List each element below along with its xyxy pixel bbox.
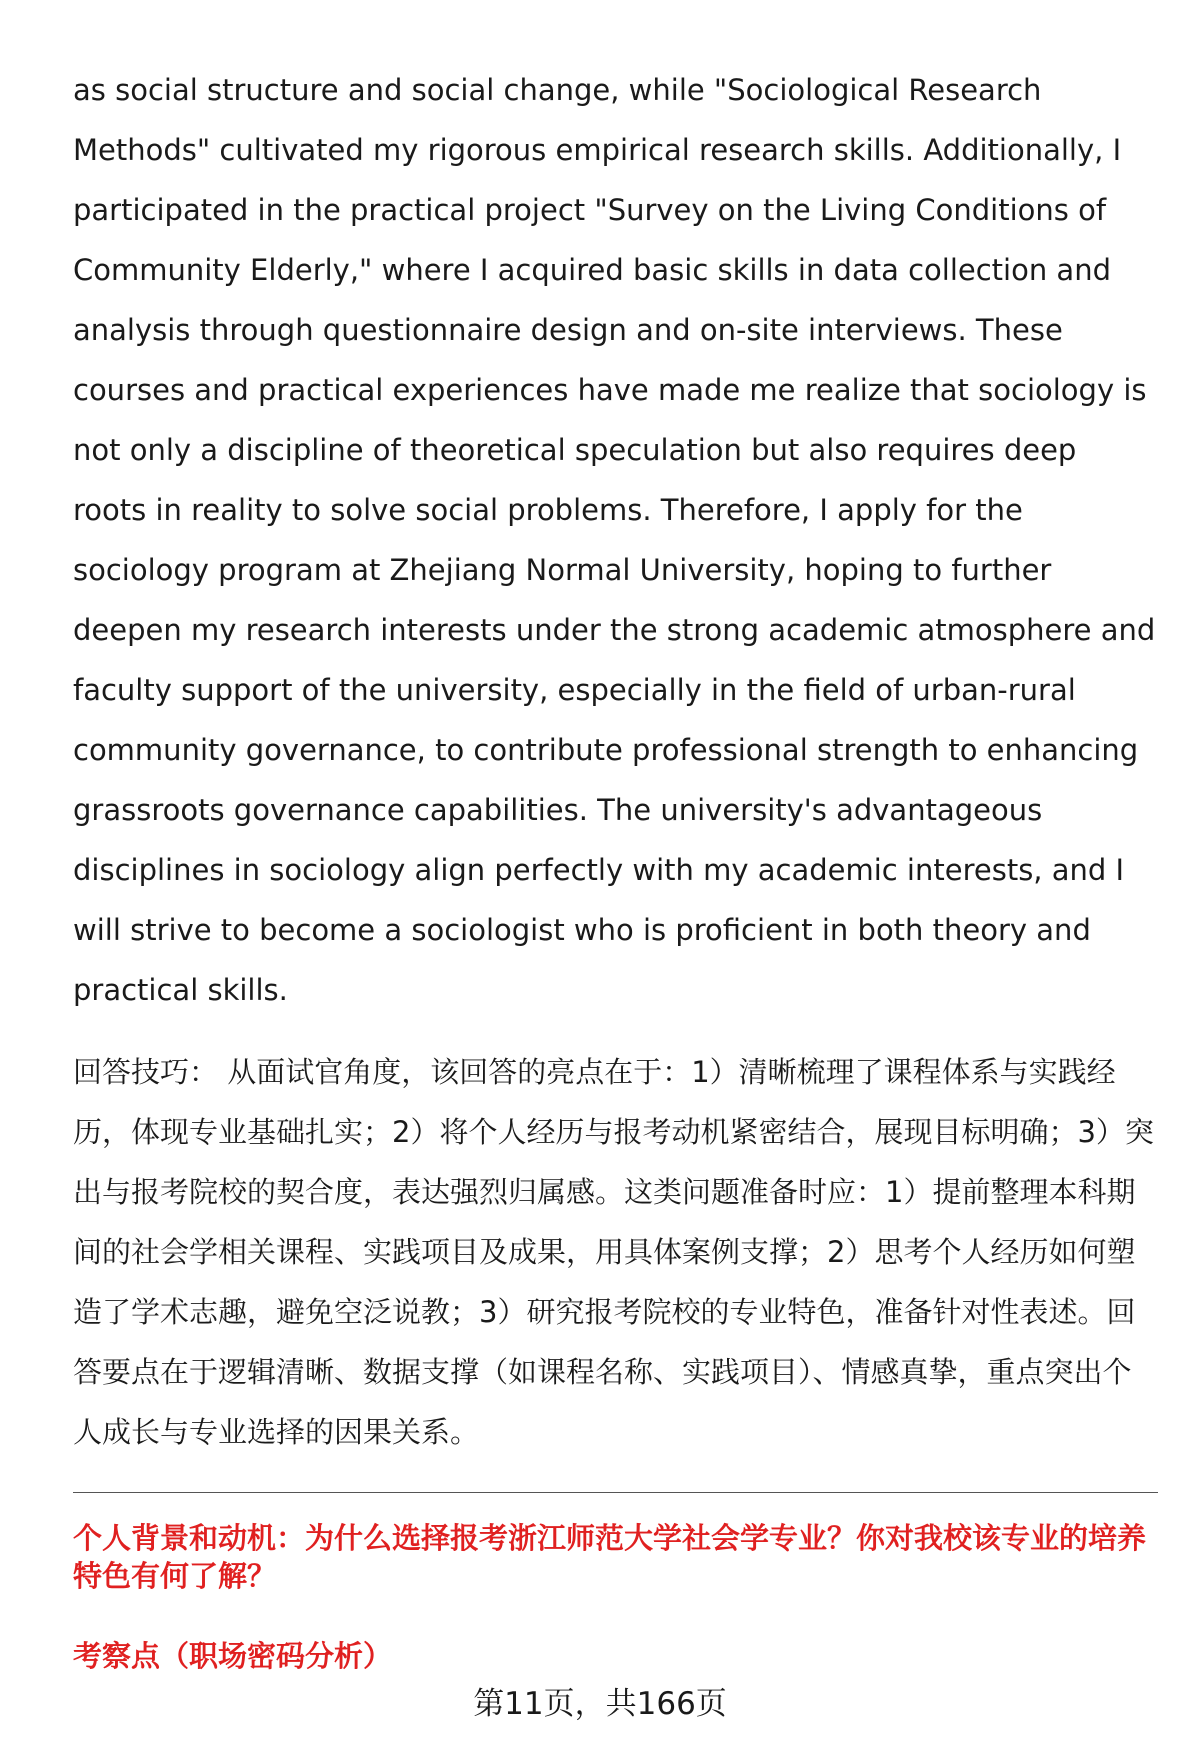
page-number-footer: 第11页，共166页 — [473, 1686, 727, 1722]
exam-point-heading: 考察点（职场密码分析） — [73, 1639, 393, 1673]
document-page — [73, 60, 1158, 1675]
answer-paragraph: as social structure and social change, while "Sociological Research Methods" cultivated my rigorous empirical research skills. Additionally, I participated in the practical project "Survey on the Living Conditions of Community Elderly," where I acquired basic skills in data collection and analysis through questionnaire design and on-site interviews. These courses and practical experiences have made me realize that sociology is not only a discipline of theoretical speculation but also requires deep roots in reality to solve social problems. Therefore, I apply for the sociology program at Zhejiang Normal University, hoping to further deepen my research interests under the strong academic atmosphere and faculty support of the university, especially in the field of urban-rural community governance, to contribute professional strength to enhancing grassroots governance capabilities. The university's advantageous disciplines in sociology align perfectly with my academic interests, and I will strive to become a sociologist who is proficient in both theory and practical skills. — [73, 73, 1156, 1007]
question-heading: 个人背景和动机：为什么选择报考浙江师范大学社会学专业？你对我校该专业的培养特色有何了解？ — [73, 1521, 1147, 1593]
answer-tips-paragraph: 回答技巧： 从面试官角度，该回答的亮点在于：1）清晰梳理了课程体系与实践经历，体现专业基础扎实；2）将个人经历与报考动机紧密结合，展现目标明确；3）突出与报考院校的契合度，表达强烈归属感。这类问题准备时应：1）提前整理本科期间的社会学相关课程、实践项目及成果，用具体案例支撑；2）思考个人经历如何塑造了学术志趣，避免空泛说教；3）研究报考院校的专业特色，准备针对性表述。回答要点在于逻辑清晰、数据支撑（如课程名称、实践项目）、情感真挚，重点突出个人成长与专业选择的因果关系。 — [73, 1055, 1154, 1449]
section-divider — [73, 1492, 1158, 1493]
